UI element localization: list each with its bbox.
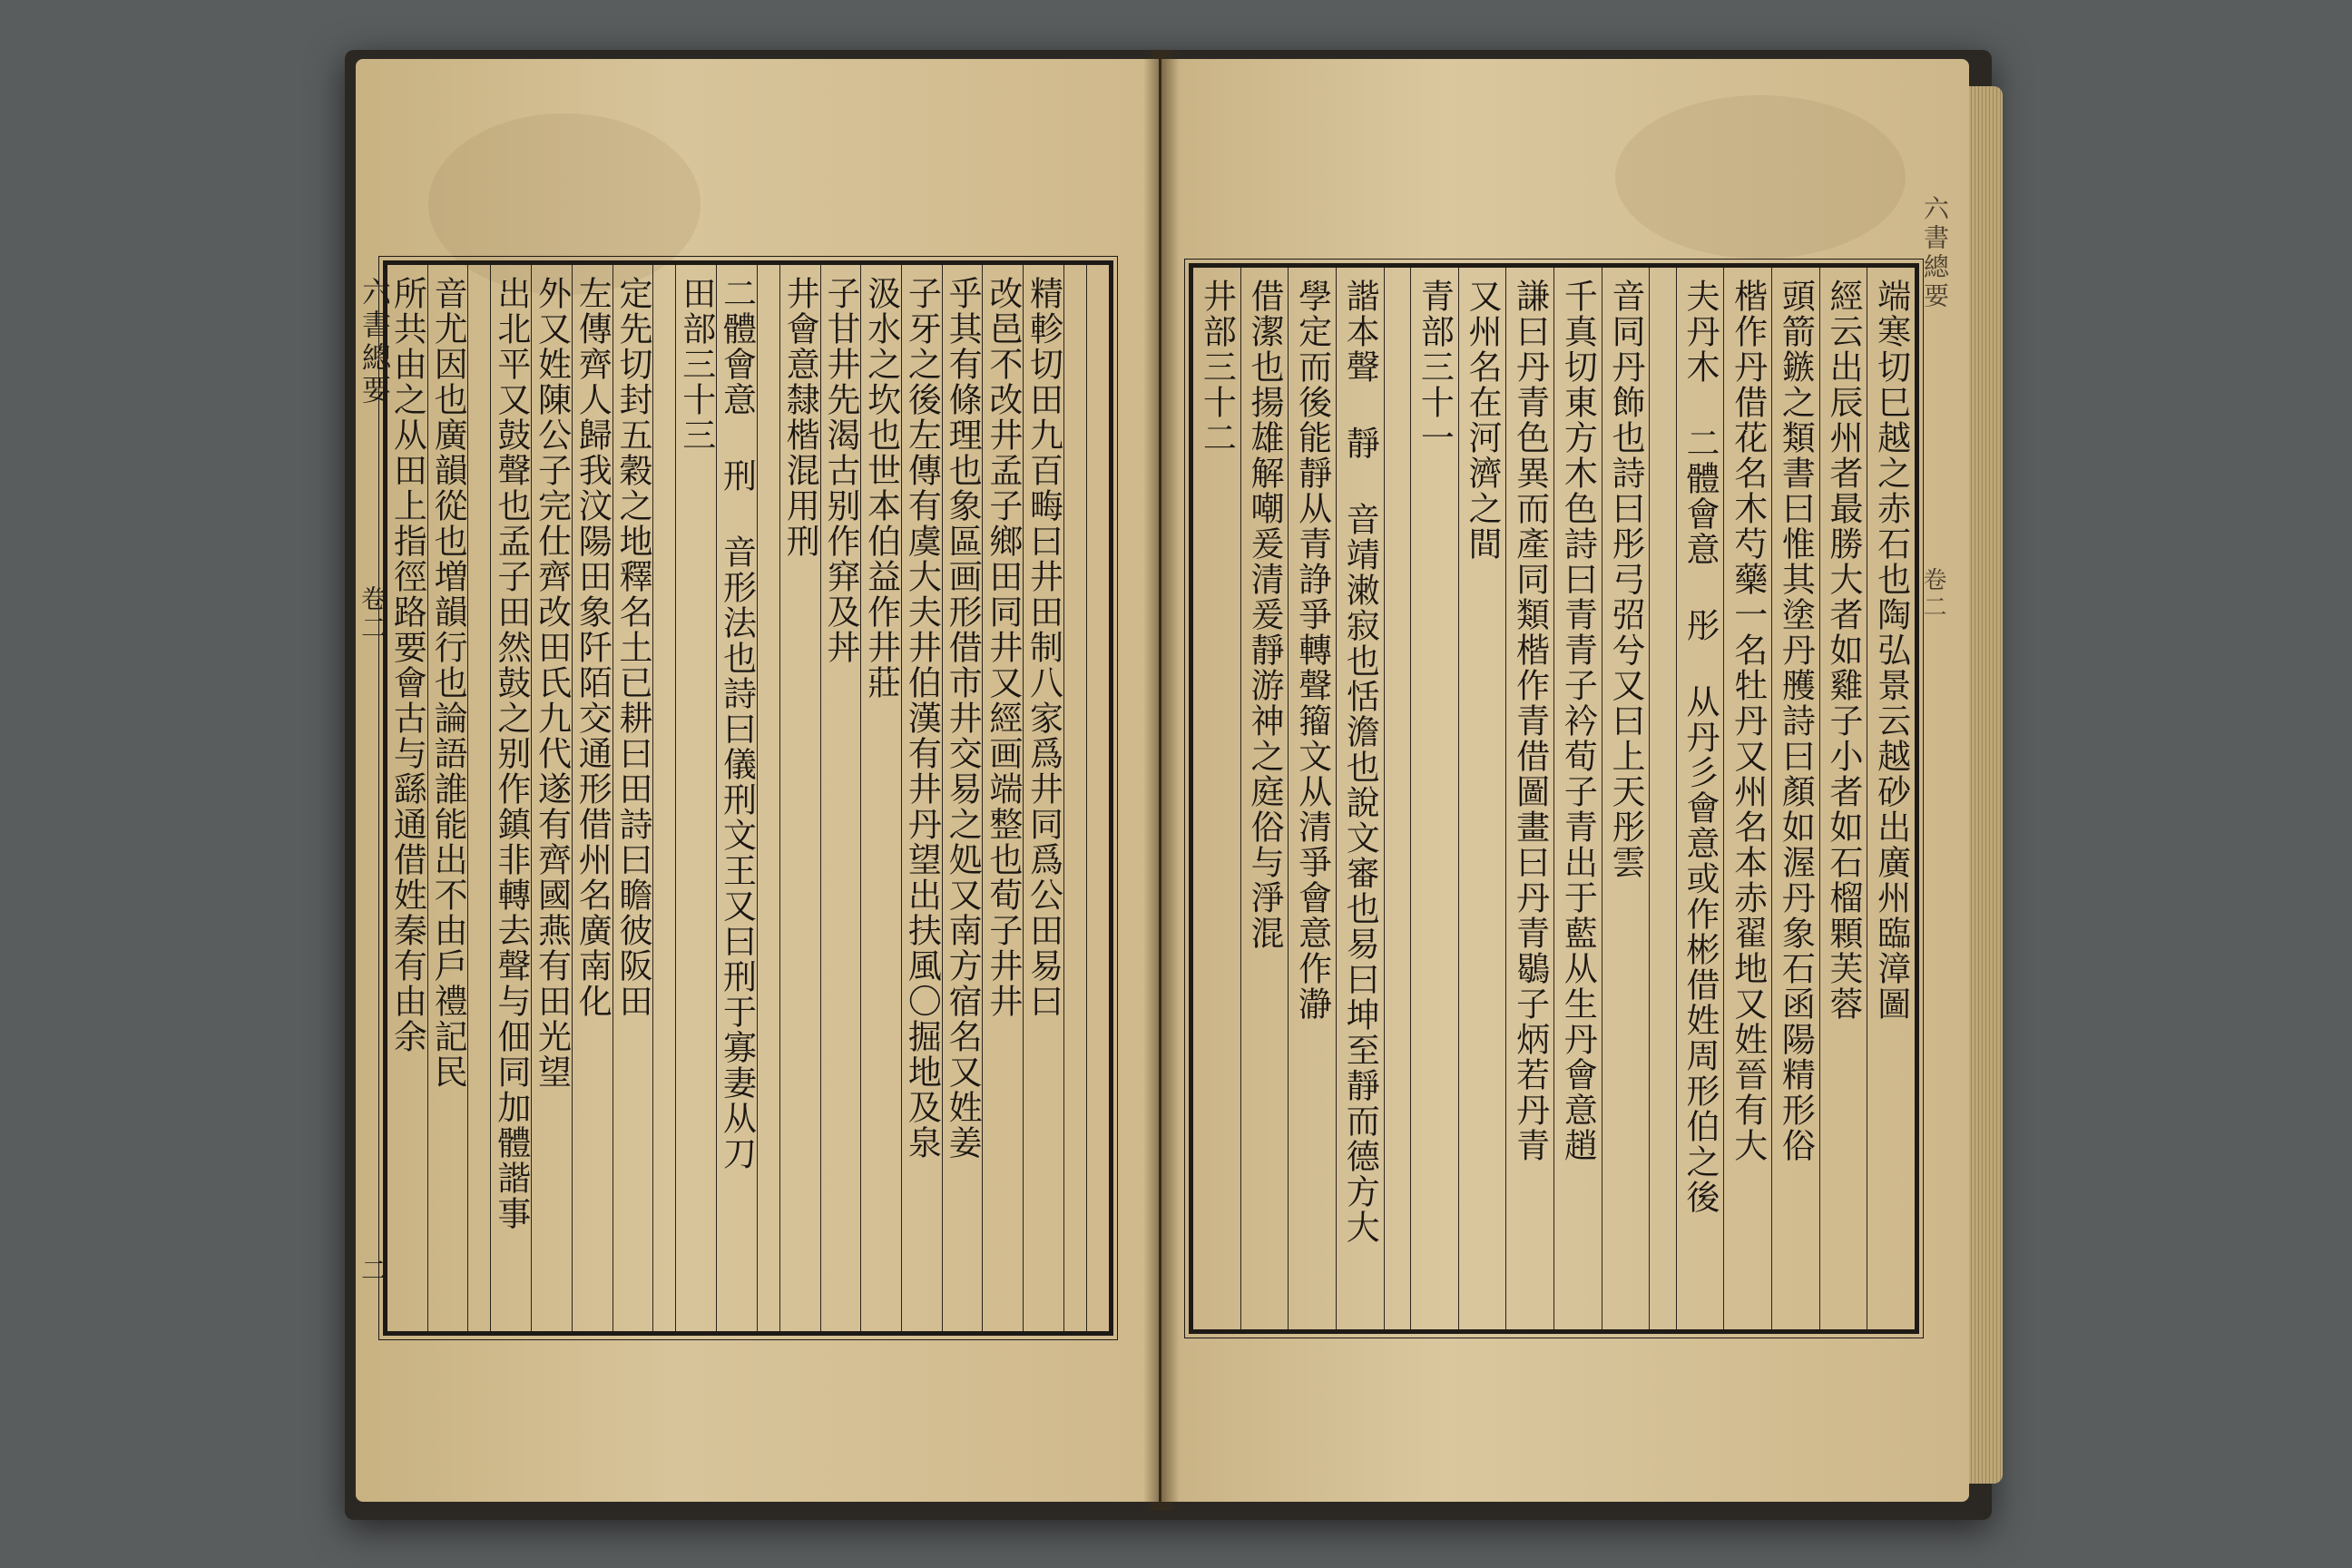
text-column: 出北平又鼓聲也孟子田然鼓之别作鎮非轉去聲与佃同加體諧事 [490, 265, 531, 1331]
text-column: 端寒切巳越之赤石也陶弘景云越砂出廣州臨漳圖 [1867, 268, 1915, 1329]
left-text-frame [383, 260, 1113, 1336]
left-margin-volume: 卷二 [358, 585, 387, 643]
text-column [467, 265, 490, 1331]
paper-stain [1615, 95, 1906, 259]
open-book [345, 50, 1992, 1520]
text-column: 楷作丹借花名木芍藥一名牡丹又州名本赤翟地又姓晉有大 [1723, 268, 1771, 1329]
text-column: 經云出辰州者最勝大者如雞子小者如石榴顆芙蓉 [1819, 268, 1867, 1329]
right-margin-title: 六書總要 [1920, 195, 1950, 311]
left-columns [387, 265, 1109, 1331]
text-column: 田部三十三 [675, 265, 716, 1331]
text-column: 又州名在河濟之間 [1458, 268, 1506, 1329]
text-column: 子牙之後左傳有虞大夫井伯漢有井丹望出扶風〇掘地及泉 [901, 265, 942, 1331]
right-columns [1193, 268, 1915, 1329]
text-column: 音尤因也廣韻從也増韻行也論語誰能出不由戶禮記民 [427, 265, 468, 1331]
text-column: 改邑不改井孟子鄉田同井又經画端整也荀子井井 [982, 265, 1023, 1331]
left-margin-folio: 二 [358, 1257, 387, 1286]
left-page [356, 59, 1159, 1502]
text-column [1384, 268, 1410, 1329]
text-column: 頭箭鏃之類書曰惟其塗丹雘詩曰顏如渥丹象石函陽精形俗 [1771, 268, 1819, 1329]
text-column [757, 265, 779, 1331]
text-column: 千真切東方木色詩曰青青子衿荀子青出于藍从生丹會意趙 [1553, 268, 1602, 1329]
text-column: 汲水之坎也世本伯益作井莊 [860, 265, 901, 1331]
text-column: 二體會意 刑 音形法也詩曰儀刑文王又曰刑于寡妻从刀 [716, 265, 757, 1331]
text-column: 定先切封五穀之地釋名土已耕曰田詩曰瞻彼阪田 [612, 265, 653, 1331]
text-column: 學定而後能靜从青諍爭轉聲籀文从清爭會意作瀞 [1288, 268, 1336, 1329]
right-text-frame [1189, 263, 1919, 1334]
text-column: 夫丹木 二體會意 彤 从丹彡會意或作彬借姓周形伯之後 [1676, 268, 1724, 1329]
right-margin-volume: 卷二 [1919, 567, 1946, 622]
text-column: 謙曰丹青色異而產同類楷作青借圖畫曰丹青鶡子炳若丹青 [1505, 268, 1553, 1329]
text-column: 子甘井先渴古别作穽及丼 [820, 265, 861, 1331]
right-page [1161, 59, 1969, 1502]
text-column: 音同丹飾也詩曰彤弓弨兮又曰上天彤雲 [1602, 268, 1650, 1329]
text-column: 乎其有條理也象區画形借市井交易之処又南方宿名又姓姜 [942, 265, 983, 1331]
text-column: 左傳齊人歸我汶陽田象阡陌交通形借州名廣南化 [572, 265, 612, 1331]
text-column [1086, 265, 1109, 1331]
text-column: 井部三十二 [1197, 279, 1237, 456]
text-column: 青部三十一 [1410, 268, 1458, 1329]
text-column [1063, 265, 1086, 1331]
text-column: 井會意隸楷混用刑 [779, 265, 820, 1331]
text-column: 諧本聲 靜 音靖潄寂也恬澹也說文審也易曰坤至靜而德方大 [1336, 268, 1384, 1329]
text-column [652, 265, 675, 1331]
left-margin-title: 六書總要 [358, 277, 392, 407]
text-column: 外又姓陳公子完仕齊改田氏九代遂有齊國燕有田光望 [531, 265, 572, 1331]
text-column: 精軫切田九百畮曰井田制八家爲井同爲公田易曰 [1023, 265, 1063, 1331]
text-column [1649, 268, 1675, 1329]
text-column: 所共由之从田上指徑路要會古与繇通借姓秦有由余 [387, 276, 427, 1054]
text-column: 借潔也揚雄解嘲爰清爰靜游神之庭俗与淨混 [1240, 268, 1289, 1329]
